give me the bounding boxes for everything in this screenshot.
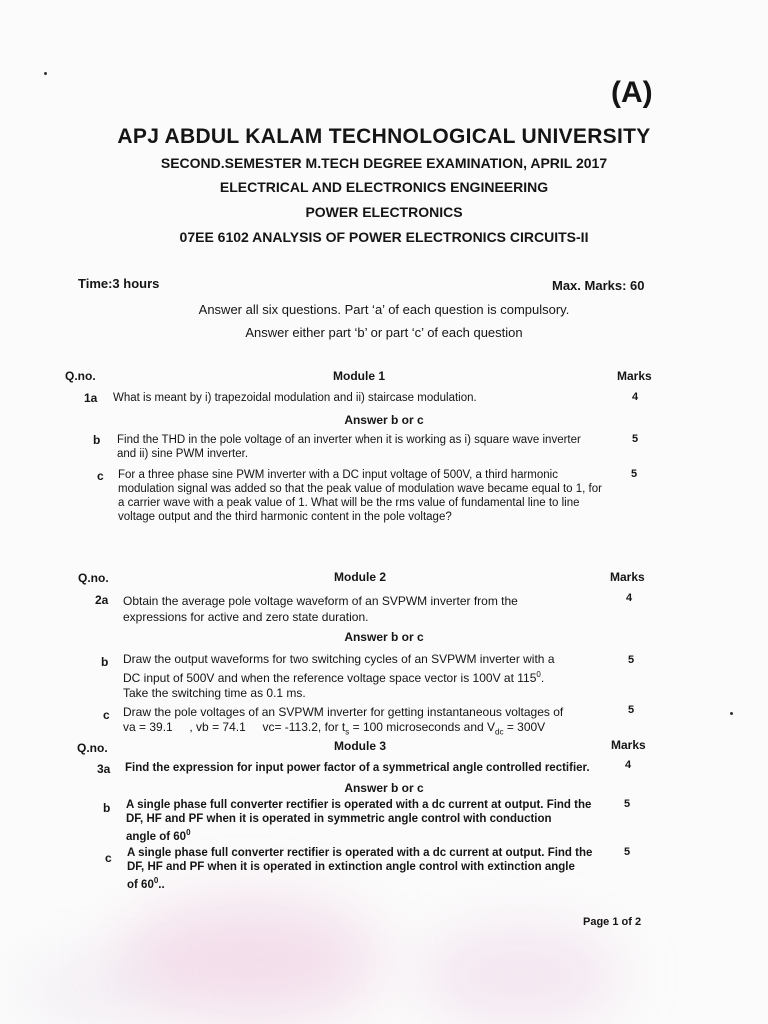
scan-stain — [120, 900, 380, 1020]
question-text: Find the expression for input power factor of a symmetrical angle controlled rectifier. — [125, 762, 590, 774]
marks-label: Marks — [610, 570, 645, 584]
question-text-line: A single phase full converter rectifier is operated with a dc current at output. Find the — [126, 799, 592, 811]
question-text: For a three phase sine PWM inverter with a DC input voltage of 500V, a third harmonic modulation signal was added so that the peak value of modulation wave became equal to 1, for a carrier wave with a peak value of 1. What will be the rms value of fundamental line to line voltage output and the third harmonic content in the pole voltage? — [118, 469, 602, 523]
question-text: Obtain the average pole voltage waveform of an SVPWM inverter from the expressions for active and zero state duration. — [123, 594, 518, 624]
question-text — [127, 847, 592, 892]
question-text-line: of $60^0$.. — [127, 876, 165, 891]
exam-time: Time:3 hours — [78, 276, 160, 291]
question-marks: 4 — [631, 391, 639, 403]
question-text: What is meant by i) trapezoidal modulation and ii) staircase modulation. — [113, 392, 477, 404]
question-text — [123, 652, 555, 701]
paper-code: (A) — [611, 76, 653, 109]
marks-label: Marks — [611, 738, 646, 752]
max-marks: Max. Marks: 60 — [552, 278, 645, 293]
qno-label: Q.no. — [65, 369, 96, 383]
scan-stain — [20, 960, 160, 1020]
answer-choice-note: Answer b or c — [344, 630, 424, 644]
answer-choice-note: Answer b or c — [344, 413, 424, 427]
question-text-line: angle of $60^0$ — [126, 828, 191, 843]
question-text-line: Draw the pole voltages of an SVPWM inverter for getting instantaneous voltages of — [123, 705, 564, 719]
qno-label: Q.no. — [78, 571, 109, 585]
scan-stain — [420, 930, 620, 1020]
answer-choice-note: Answer b or c — [344, 781, 424, 795]
marks-label: Marks — [617, 369, 652, 383]
question-marks: 4 — [624, 759, 632, 771]
question-marks: 5 — [623, 846, 631, 858]
exam-title: SECOND.SEMESTER M.TECH DEGREE EXAMINATION, APRIL 2017 — [160, 155, 608, 171]
scan-speck — [44, 72, 47, 75]
stream: POWER ELECTRONICS — [305, 204, 463, 220]
question-marks: 5 — [631, 433, 639, 445]
question-text-line: A single phase full converter rectifier is operated with a dc current at output. Find the — [127, 847, 593, 859]
question-number: 1a — [84, 391, 98, 405]
question-number: 2a — [95, 593, 109, 607]
qno-label: Q.no. — [77, 741, 108, 755]
question-number: c — [103, 708, 110, 722]
department: ELECTRICAL AND ELECTRONICS ENGINEERING — [219, 179, 549, 195]
question-text-line: DC input of 500V and when the reference voltage space vector is 100V at $115^0$. — [123, 670, 545, 685]
question-text-line: Take the switching time as 0.1 ms. — [123, 686, 306, 700]
question-marks: 5 — [623, 798, 631, 810]
module-title: Module 1 — [333, 369, 386, 383]
question-marks: 5 — [630, 468, 638, 480]
question-number: 3a — [97, 762, 111, 776]
module-title: Module 2 — [334, 570, 387, 584]
question-text: Find the THD in the pole voltage of an inverter when it is working as i) square wave inverter and ii) sine PWM inverter. — [117, 434, 581, 460]
question-text-line: DF, HF and PF when it is operated in symmetric angle control with conduction — [126, 812, 552, 825]
question-number: b — [103, 801, 111, 815]
question-text — [126, 799, 591, 844]
scan-speck — [730, 712, 733, 715]
question-text-line: va = 39.1 , vb = 74.1 vc= -113.2, for $t_s = 100$ microseconds and $V_{dc} = 300V$ — [123, 720, 546, 737]
question-marks: 4 — [625, 592, 633, 604]
question-text-line: Draw the output waveforms for two switching cycles of an SVPWM inverter with a — [123, 652, 555, 666]
question-marks: 5 — [627, 704, 635, 716]
instruction-2: Answer either part ‘b’ or part ‘c’ of each question — [245, 325, 523, 340]
question-number: c — [97, 469, 104, 483]
question-marks: 5 — [627, 654, 635, 666]
question-text — [123, 705, 563, 739]
module-title: Module 3 — [334, 739, 387, 753]
question-number: b — [101, 655, 109, 669]
question-number: b — [93, 433, 101, 447]
course-title: 07EE 6102 ANALYSIS OF POWER ELECTRONICS CIRCUITS-II — [179, 229, 589, 245]
question-text-line: DF, HF and PF when it is operated in extinction angle control with extinction angle — [127, 860, 575, 873]
instruction-1: Answer all six questions. Part ‘a’ of each question is compulsory. — [198, 302, 570, 317]
university-name: APJ ABDUL KALAM TECHNOLOGICAL UNIVERSITY — [117, 125, 651, 148]
page-number: Page 1 of 2 — [583, 916, 642, 928]
question-number: c — [105, 851, 112, 865]
